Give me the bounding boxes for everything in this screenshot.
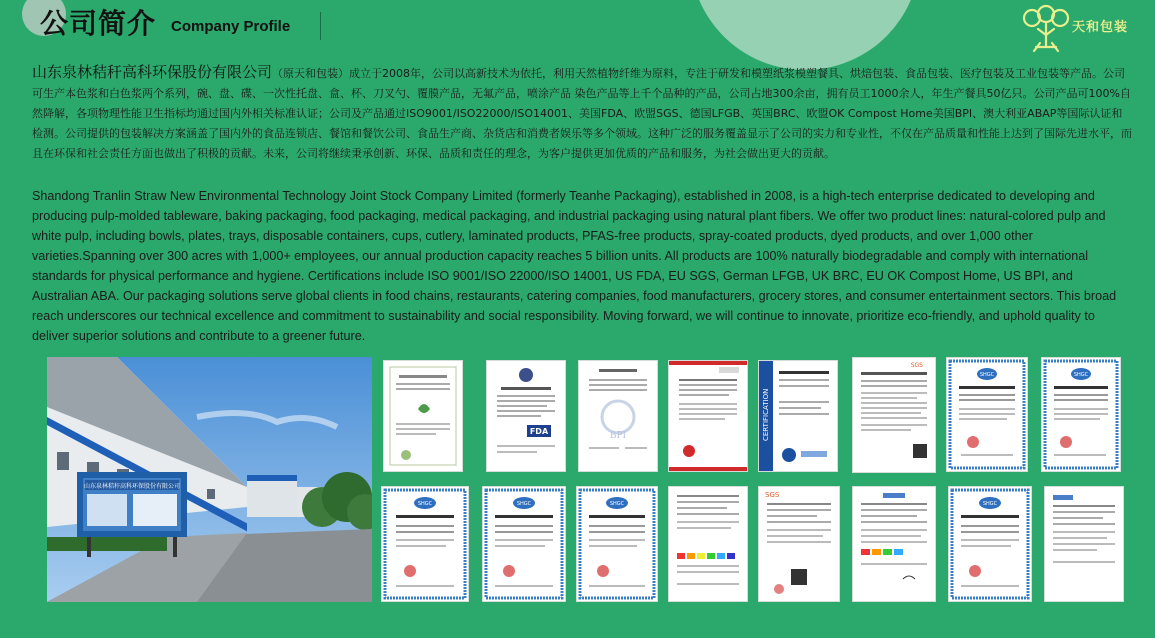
svg-text:SHGC: SHGC (979, 372, 995, 378)
svg-text:FDA: FDA (529, 427, 549, 436)
svg-text:CERTIFICATION: CERTIFICATION (762, 388, 770, 441)
certificate-fda (486, 360, 566, 472)
logo-name: 天和包装 (1072, 20, 1129, 35)
svg-text:SHGC: SHGC (417, 501, 433, 507)
decorative-circle-right (690, 0, 920, 70)
svg-text:SHGC: SHGC (609, 501, 625, 507)
svg-text:SGS: SGS (910, 362, 923, 369)
certificate-sgs (852, 357, 936, 473)
certificate-shgc (381, 486, 469, 602)
intro-en: Shandong Tranlin Straw New Environmental Technology Joint Stock Company Limited (formerly Teanhe Packaging), established in 2008, is a high-tech enterprise dedicated to developing and producing pulp-molded tableware, baking packaging, food packaging, medical packaging, and industrial packaging using natural plant fibers. We offer two product lines: natural-colored pulp and white pulp, including bowls, plates, trays, disposable containers, cups, cutlery, laminated products, PFAS-free products, spray-coated products, dyed products, and over 1,000 other varieties.Spanning over 300 acres with 1,000+ employees, our annual production capacity reaches 5 billion units. All products are 100% naturally biodegradable and comply with international standards for physical performance and hygiene. Certifications include ISO 9001/ISO 22000/ISO 14001, US FDA, EU SGS, German LFGB, UK BRC, EU OK Compost Home, US BPI, and Australian ABA. Our packaging solutions serve global clients in food chains, restaurants, catering companies, food manufacturers, grocery stores, and consumer entertainment sectors. This broad reach underscores our technical excellence and commitment to sustainability and social responsibility. Moving forward, we will continue to innovate, prioritize eco-friendly, and uphold quality to deliver superior solutions and contribute to a greener future. (32, 189, 1117, 343)
certificate-shgc (946, 357, 1028, 472)
title-divider (320, 12, 321, 40)
certificate-report (1044, 486, 1124, 602)
svg-text:SHGC: SHGC (982, 501, 998, 507)
page-title-en: Company Profile (171, 18, 291, 35)
certificate-sgs-report (758, 486, 840, 602)
svg-text:BPI: BPI (609, 431, 627, 441)
certificate-bpi (578, 360, 658, 472)
svg-text:SHGC: SHGC (1073, 372, 1089, 378)
page-title-zh: 公司简介 (40, 7, 157, 40)
company-name-zh: 山东泉林秸秆高科环保股份有限公司 (32, 63, 273, 81)
certificate-brc (668, 360, 748, 472)
intro-zh (32, 62, 1132, 164)
photo-sign-text: 山东泉林秸秆高科环保股份有限公司 (83, 483, 181, 490)
certificate-report (852, 486, 936, 602)
certificate-shgc (948, 486, 1032, 602)
intro-zh-body: 成立于2008年，公司以高新技术为依托，利用天然植物纤维为原料，专注于研发和模塑纸浆模塑餐具、烘焙包装、食品包装、医疗包装及工业包装等产品。公司可生产本色浆和白色浆两个系列，碗、盘、碟、一次性托盘、盒、杯、刀叉勺、覆膜产品，无氟产品，喷涂产品 染色产品等上千个品种的产品，公司占地300余亩，拥有员工1000余人，年生产餐具50亿只。公司产品可100%自然降解，各项物理性能卫生指标均通过国内外相关标准认证；公司及产品通过ISO9001/ISO22000/ISO14001、美国FDA、欧盟SGS、德国LFGB、英国BRC、欧盟OK Compost Home美国BPI、澳大利亚ABAP等国际认证和检测。公司提供的包装解决方案涵盖了国内外的食品连锁店、餐馆和餐饮公司、食品生产商、杂货店和消费者娱乐等多个领域。这种广泛的服务覆盖显示了公司的实力和专业性，不仅在产品质量和性能上达到了国际先进水平，而且在环保和社会责任方面也做出了积极的贡献。未来，公司将继续秉承创新、环保、品质和责任的理念，为客户提供更加优质的产品和服务，为社会做出更大的贡献。 (32, 67, 1132, 160)
company-former-name: （原天和包装） (272, 67, 350, 80)
certificate-compostable (383, 360, 463, 472)
certificate-shgc (482, 486, 566, 602)
certificate-iso (758, 360, 838, 472)
certificate-test-report (668, 486, 748, 602)
certificate-shgc (576, 486, 658, 602)
svg-text:SGS: SGS (765, 491, 780, 499)
factory-photo (47, 357, 372, 602)
certificate-shgc (1041, 357, 1121, 472)
svg-text:SHGC: SHGC (516, 501, 532, 507)
